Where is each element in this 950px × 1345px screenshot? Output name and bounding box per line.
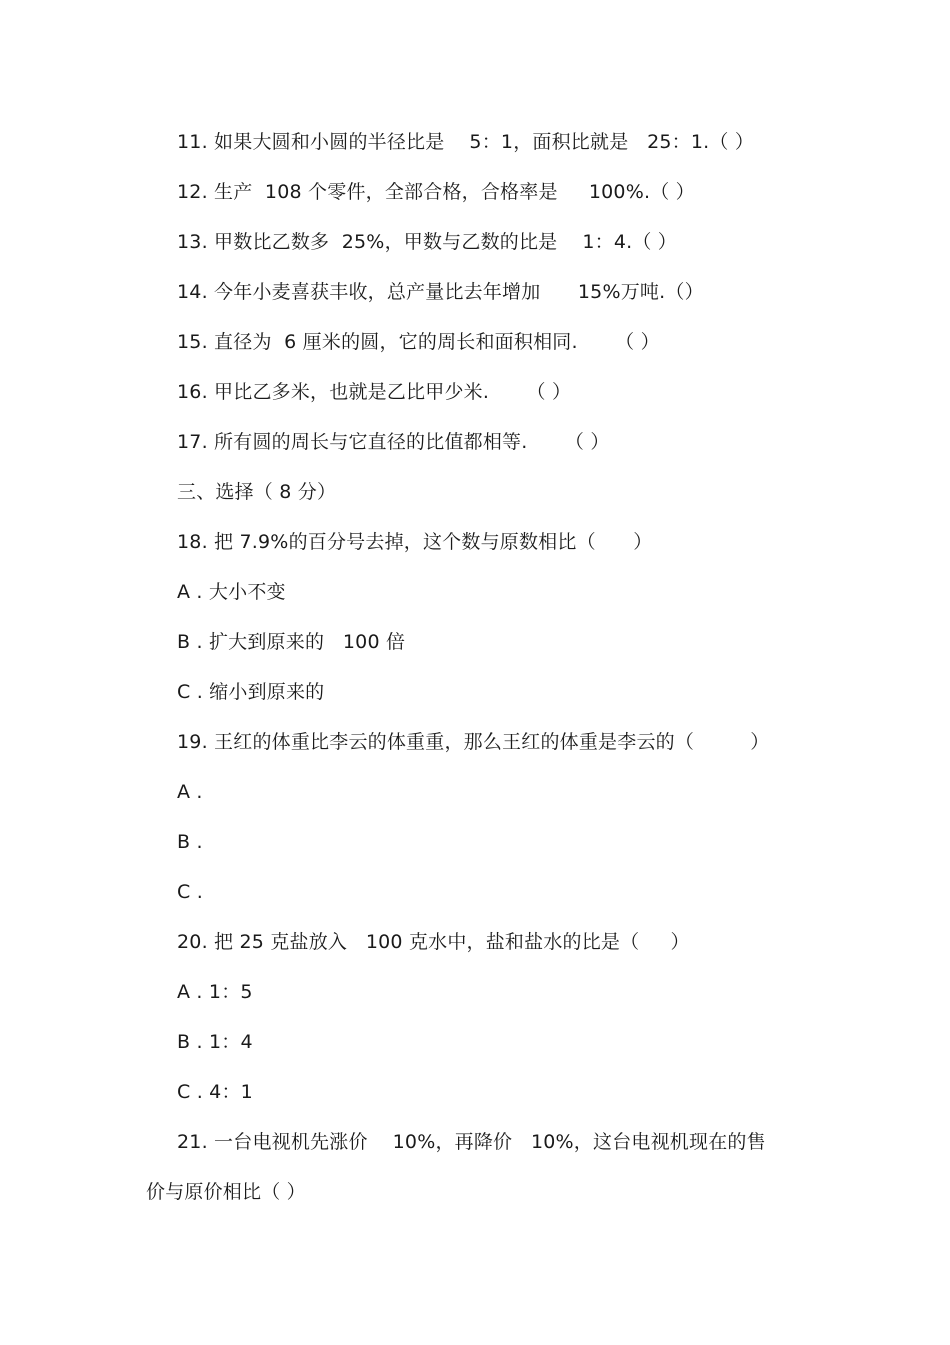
question-11: 11. 如果大圆和小圆的半径比是 5：1，面积比就是 25：1.（ ） — [177, 131, 755, 153]
question-14: 14. 今年小麦喜获丰收，总产量比去年增加 15%万吨.（） — [177, 281, 704, 303]
option-18-c: C . 缩小到原来的 — [177, 681, 325, 703]
question-21-continued: 价与原价相比（ ） — [146, 1181, 306, 1203]
question-13: 13. 甲数比乙数多 25%，甲数与乙数的比是 1：4.（ ） — [177, 231, 677, 253]
option-20-c: C . 4：1 — [177, 1081, 253, 1103]
option-19-c: C . — [177, 881, 203, 903]
option-20-a: A . 1：5 — [177, 981, 253, 1003]
option-20-b: B . 1：4 — [177, 1031, 253, 1053]
option-18-a: A . 大小不变 — [177, 581, 286, 603]
question-21: 21. 一台电视机先涨价 10%，再降价 10%，这台电视机现在的售 — [177, 1131, 766, 1153]
question-15: 15. 直径为 6 厘米的圆，它的周长和面积相同. （ ） — [177, 331, 660, 353]
question-19: 19. 王红的体重比李云的体重重，那么王红的体重是李云的（ ） — [177, 731, 770, 753]
question-16: 16. 甲比乙多米，也就是乙比甲少米. （ ） — [177, 381, 572, 403]
section-heading: 三、选择（ 8 分） — [177, 481, 337, 503]
question-17: 17. 所有圆的周长与它直径的比值都相等. （ ） — [177, 431, 610, 453]
option-18-b: B . 扩大到原来的 100 倍 — [177, 631, 406, 653]
question-20: 20. 把 25 克盐放入 100 克水中，盐和盐水的比是（ ） — [177, 931, 690, 953]
question-18: 18. 把 7.9%的百分号去掉，这个数与原数相比（ ） — [177, 531, 653, 553]
option-19-a: A . — [177, 781, 203, 803]
question-12: 12. 生产 108 个零件，全部合格，合格率是 100%.（ ） — [177, 181, 695, 203]
option-19-b: B . — [177, 831, 203, 853]
